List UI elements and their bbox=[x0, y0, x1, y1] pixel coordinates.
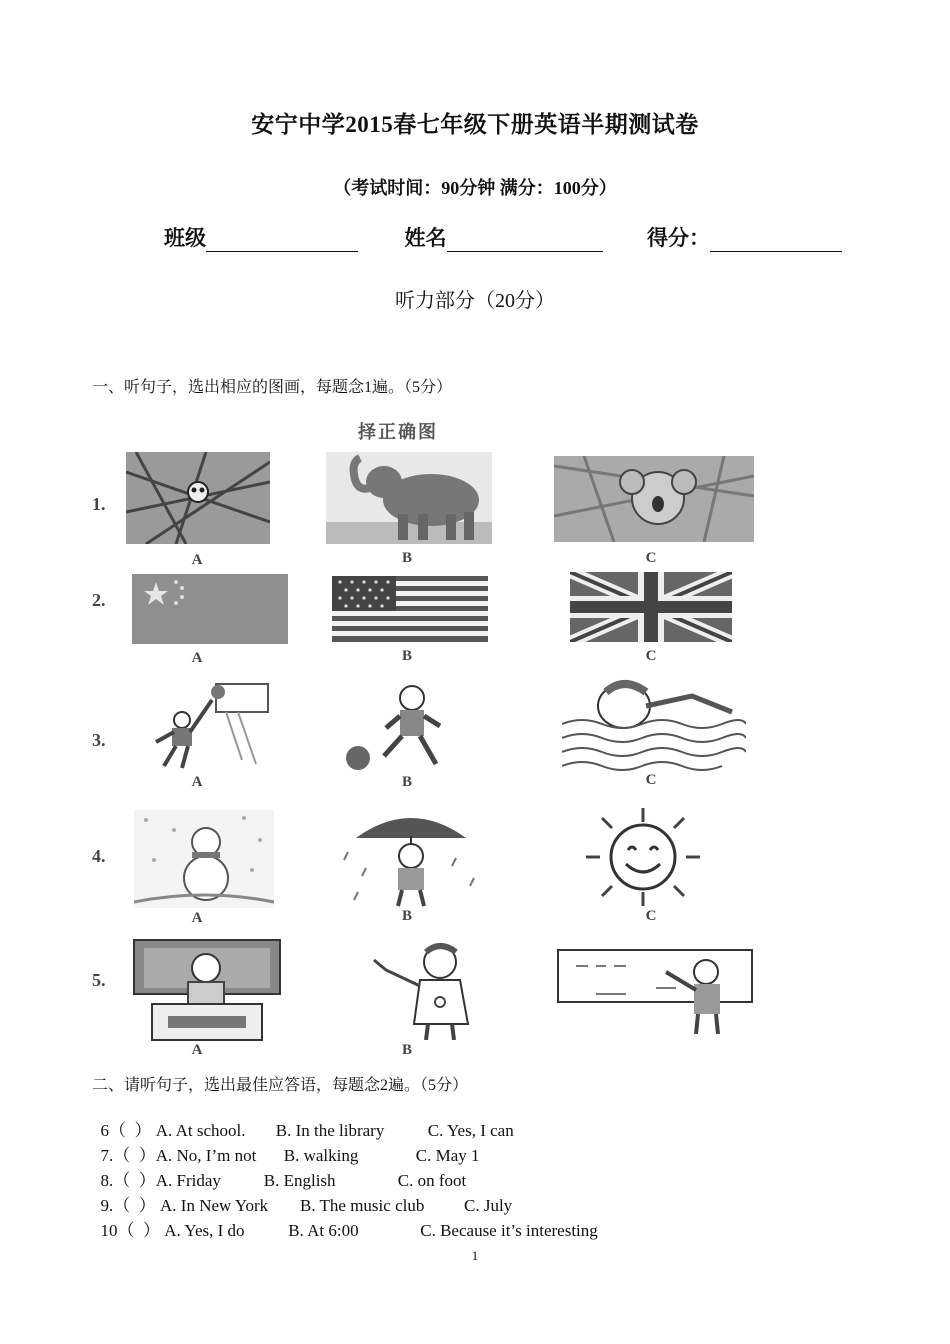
swimmer-icon bbox=[562, 676, 746, 772]
row-number-5: 5. bbox=[92, 970, 106, 990]
question-10-prefix[interactable]: 10（ ） bbox=[100, 1221, 160, 1240]
snowman-icon bbox=[134, 810, 274, 908]
question-10 bbox=[92, 1196, 598, 1241]
option-letter-1c: C bbox=[645, 550, 657, 566]
option-letter-4b: B bbox=[401, 908, 412, 924]
question-9-option-c: C. July bbox=[464, 1196, 513, 1215]
student-info-fields bbox=[164, 222, 842, 252]
question-7-prefix[interactable]: 7.（ ） bbox=[100, 1146, 156, 1165]
option-letter-2b: B bbox=[401, 648, 412, 664]
question-9-prefix[interactable]: 9.（ ） bbox=[100, 1196, 156, 1215]
question-8-option-c: C. on foot bbox=[397, 1171, 467, 1190]
option-letter-4c: C bbox=[645, 908, 657, 924]
picture-heading: 择正确图 bbox=[358, 422, 438, 442]
row-number-4: 4. bbox=[92, 846, 106, 866]
page-number: 1 bbox=[471, 1248, 479, 1263]
china-flag-icon bbox=[132, 574, 288, 644]
option-letter-3b: B bbox=[401, 774, 412, 790]
question-6-option-c: C. Yes, I can bbox=[427, 1121, 514, 1140]
question-7-option-a: A. No, I’m not bbox=[155, 1146, 257, 1165]
basketball-player-icon bbox=[146, 680, 272, 772]
option-letter-3a: A bbox=[191, 774, 203, 790]
panda-in-tree-icon bbox=[126, 452, 270, 544]
news-reporter-icon bbox=[132, 938, 282, 1042]
part2-instruction: 二、请听句子，选出最佳应答语，每题念2遍。（5分） bbox=[92, 1077, 469, 1094]
option-letter-1b: B bbox=[401, 550, 412, 566]
question-7-option-c: C. May 1 bbox=[415, 1146, 480, 1165]
option-letter-2a: A bbox=[191, 650, 203, 666]
row-number-3: 3. bbox=[92, 730, 106, 750]
doctor-icon bbox=[356, 940, 492, 1040]
row-number-2: 2. bbox=[92, 590, 106, 610]
part1-instruction: 一、听句子，选出相应的图画，每题念1遍。（5分） bbox=[92, 379, 453, 396]
option-letter-5b: B bbox=[401, 1042, 412, 1058]
name-blank[interactable] bbox=[447, 227, 603, 252]
soccer-player-icon bbox=[340, 680, 470, 772]
exam-subtitle: （考试时间：90分钟 满分：100分） bbox=[333, 178, 617, 198]
question-7-option-b: B. walking bbox=[283, 1146, 359, 1165]
uk-flag-icon bbox=[570, 572, 732, 642]
sun-icon bbox=[578, 808, 708, 906]
listening-section-title: 听力部分（20分） bbox=[395, 290, 555, 312]
usa-flag-icon bbox=[332, 576, 488, 642]
teacher-icon bbox=[556, 948, 754, 1034]
question-10-option-b: B. At 6:00 bbox=[288, 1221, 359, 1240]
question-6-option-b: B. In the library bbox=[275, 1121, 385, 1140]
question-6-option-a: A. At school. bbox=[155, 1121, 246, 1140]
option-letter-3c: C bbox=[645, 772, 657, 788]
exam-title: 安宁中学2015春七年级下册英语半期测试卷 bbox=[251, 112, 699, 137]
option-letter-5a: A bbox=[191, 1042, 203, 1058]
class-label: 班级 bbox=[164, 226, 206, 250]
elephant-icon bbox=[326, 452, 492, 544]
koala-icon bbox=[554, 456, 754, 542]
option-letter-1a: A bbox=[191, 552, 203, 568]
question-9-option-b: B. The music club bbox=[300, 1196, 425, 1215]
option-letter-2c: C bbox=[645, 648, 657, 664]
name-label: 姓名 bbox=[404, 226, 447, 250]
question-10-option-c: C. Because it’s interesting bbox=[420, 1221, 598, 1240]
option-letter-4a: A bbox=[191, 910, 203, 926]
class-blank[interactable] bbox=[206, 227, 358, 252]
row-number-1: 1. bbox=[92, 494, 106, 514]
question-9-option-a: A. In New York bbox=[160, 1196, 269, 1215]
question-8-option-a: A. Friday bbox=[155, 1171, 221, 1190]
question-6-prefix[interactable]: 6（ ） bbox=[100, 1121, 152, 1140]
score-blank[interactable] bbox=[710, 227, 842, 252]
umbrella-rain-icon bbox=[336, 808, 486, 908]
question-8-option-b: B. English bbox=[263, 1171, 336, 1190]
score-label: 得分： bbox=[647, 226, 710, 250]
question-8-prefix[interactable]: 8.（ ） bbox=[100, 1171, 156, 1190]
question-10-option-a: A. Yes, I do bbox=[164, 1221, 245, 1240]
